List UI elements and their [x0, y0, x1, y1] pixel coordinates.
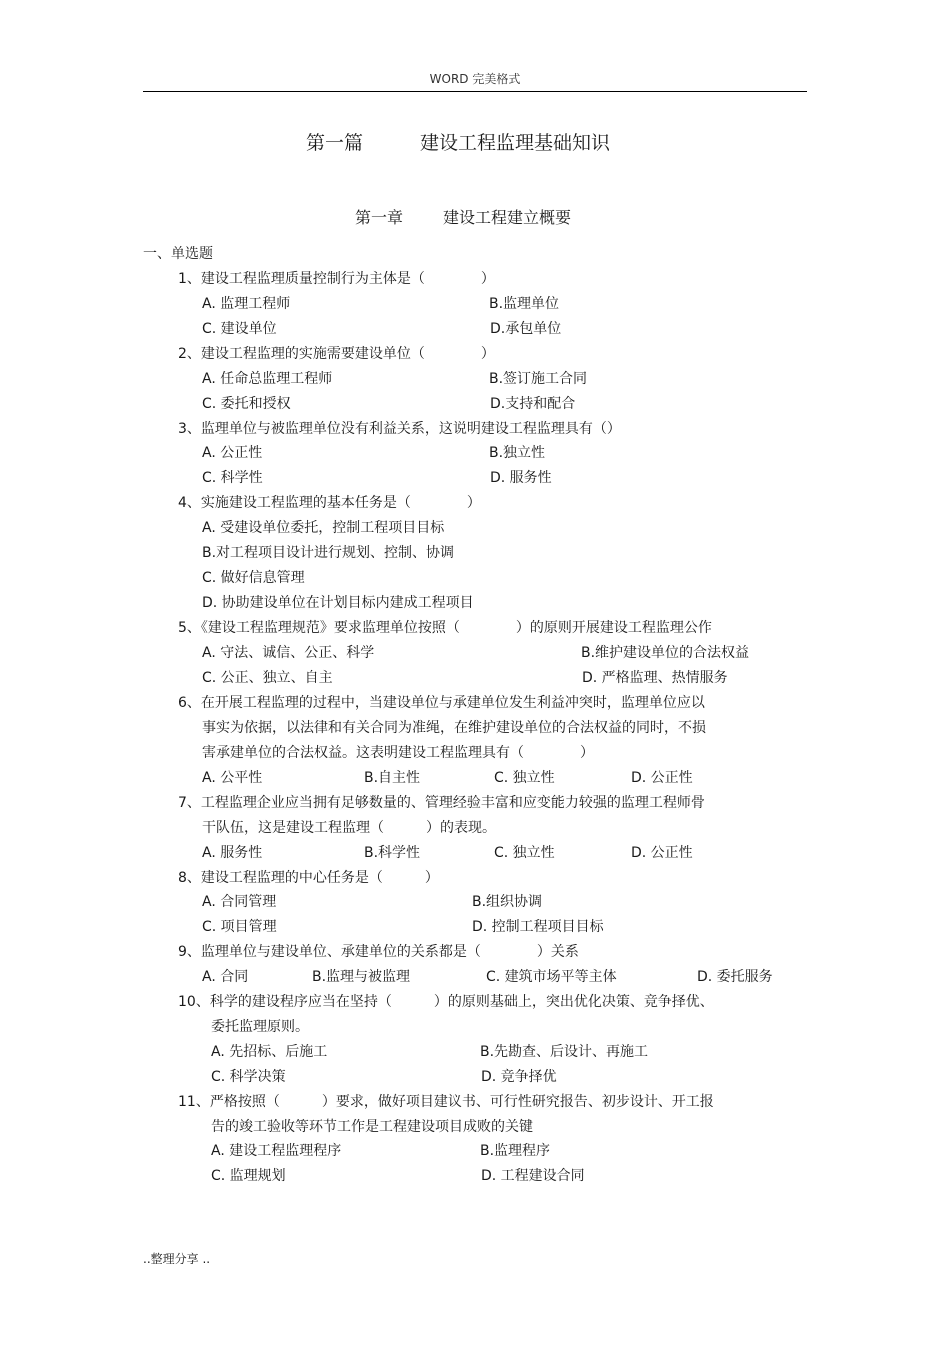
option-c: C. 监理规划 [211, 1168, 286, 1184]
question-stem-cont: 害承建单位的合法权益。这表明建设工程监理具有（ ） [202, 745, 594, 761]
question-stem: 8、建设工程监理的中心任务是（ ） [178, 870, 439, 886]
question-stem: 1、建设工程监理质量控制行为主体是（ ） [178, 271, 495, 287]
option-d: D. 竞争择优 [481, 1069, 557, 1085]
question-stem: 7、工程监理企业应当拥有足够数量的、管理经验丰富和应变能力较强的监理工程师骨 [178, 795, 705, 811]
option-b: B.自主性 [364, 770, 421, 786]
option-d: D. 公正性 [631, 845, 693, 861]
option-c: C. 公正、独立、自主 [202, 670, 333, 686]
option-b: B.监理程序 [480, 1143, 551, 1159]
option-d: D. 严格监理、热情服务 [582, 670, 728, 686]
option-d: D.承包单位 [490, 321, 562, 337]
option-c: C. 独立性 [494, 845, 555, 861]
option-a: A. 合同管理 [202, 894, 277, 910]
section-heading: 一、单选题 [143, 246, 213, 262]
option-b: B.维护建设单位的合法权益 [581, 645, 750, 661]
option-d: D. 工程建设合同 [481, 1168, 585, 1184]
option-d: D.支持和配合 [490, 396, 576, 412]
option-a: A. 守法、诚信、公正、科学 [202, 645, 375, 661]
option-a: A. 建设工程监理程序 [211, 1143, 342, 1159]
option-b: B.独立性 [489, 445, 546, 461]
part-title: 建设工程监理基础知识 [420, 132, 611, 154]
option-a: A. 服务性 [202, 845, 263, 861]
option-d: D. 协助建设单位在计划目标内建成工程项目 [202, 595, 474, 611]
option-a: A. 先招标、后施工 [211, 1044, 328, 1060]
option-c: C. 做好信息管理 [202, 570, 305, 586]
option-c: C. 委托和授权 [202, 396, 291, 412]
option-b: B.先勘查、后设计、再施工 [480, 1044, 649, 1060]
page-header: WORD 完美格式 [429, 72, 521, 86]
question-stem-cont: 告的竣工验收等环节工作是工程建设项目成败的关键 [211, 1119, 533, 1135]
option-a: A. 公平性 [202, 770, 263, 786]
option-c: C. 建筑市场平等主体 [486, 969, 617, 985]
option-b: B.对工程项目设计进行规划、控制、协调 [202, 545, 455, 561]
question-stem-cont: 干队伍，这是建设工程监理（ ）的表现。 [202, 820, 496, 836]
question-stem: 3、监理单位与被监理单位没有利益关系，这说明建设工程监理具有（） [178, 421, 621, 437]
option-d: D. 控制工程项目目标 [472, 919, 604, 935]
question-stem: 9、监理单位与建设单位、承建单位的关系都是（ ）关系 [178, 944, 579, 960]
option-d: D. 服务性 [490, 470, 552, 486]
option-a: A. 任命总监理工程师 [202, 371, 333, 387]
option-d: D. 公正性 [631, 770, 693, 786]
header-rule [143, 91, 807, 92]
option-d: D. 委托服务 [697, 969, 773, 985]
part-number: 第一篇 [306, 132, 364, 154]
question-stem: 6、在开展工程监理的过程中，当建设单位与承建单位发生利益冲突时，监理单位应以 [178, 695, 705, 711]
question-stem-cont: 委托监理原则。 [211, 1019, 309, 1035]
option-a: A. 监理工程师 [202, 296, 291, 312]
question-stem: 5、《建设工程监理规范》要求监理单位按照（ ）的原则开展建设工程监理公作 [178, 620, 712, 636]
question-stem: 2、建设工程监理的实施需要建设单位（ ） [178, 346, 495, 362]
chapter-number: 第一章 [355, 208, 404, 227]
option-a: A. 受建设单位委托，控制工程项目目标 [202, 520, 445, 536]
option-a: A. 合同 [202, 969, 249, 985]
option-b: B.监理单位 [489, 296, 560, 312]
question-stem: 10、科学的建设程序应当在坚持（ ）的原则基础上，突出优化决策、竞争择优、 [178, 994, 714, 1010]
option-c: C. 项目管理 [202, 919, 277, 935]
question-stem: 4、实施建设工程监理的基本任务是（ ） [178, 495, 481, 511]
option-b: B.科学性 [364, 845, 421, 861]
option-b: B.签订施工合同 [489, 371, 588, 387]
option-c: C. 科学性 [202, 470, 263, 486]
option-b: B.组织协调 [472, 894, 543, 910]
option-c: C. 科学决策 [211, 1069, 286, 1085]
option-b: B.监理与被监理 [312, 969, 411, 985]
chapter-title: 建设工程建立概要 [443, 208, 572, 227]
question-stem: 11、严格按照（ ）要求，做好项目建议书、可行性研究报告、初步设计、开工报 [178, 1094, 714, 1110]
option-c: C. 建设单位 [202, 321, 277, 337]
question-stem-cont: 事实为依据，以法律和有关合同为准绳，在维护建设单位的合法权益的同时，不损 [202, 720, 706, 736]
option-a: A. 公正性 [202, 445, 263, 461]
page-footer: ..整理分享 .. [143, 1252, 211, 1266]
option-c: C. 独立性 [494, 770, 555, 786]
